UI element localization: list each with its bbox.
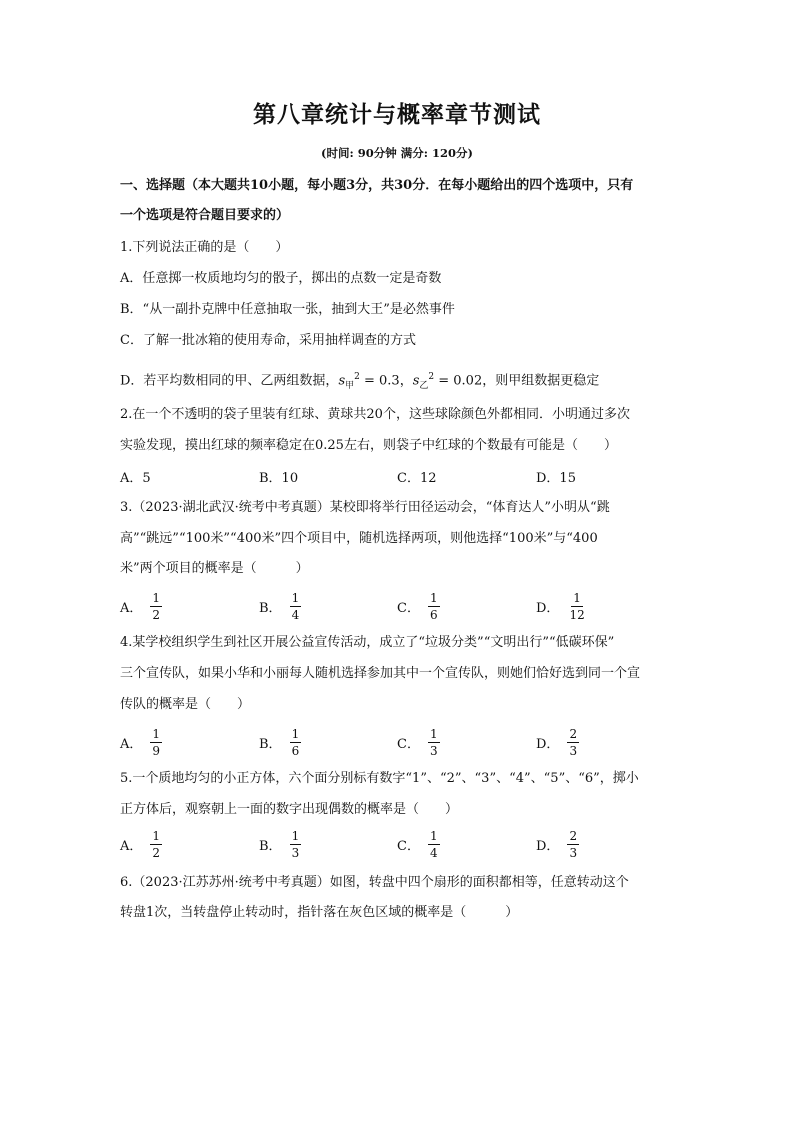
q4-option-d [536,722,579,762]
fraction-denominator: 4 [291,607,300,622]
q3-option-d-label: D． [536,600,560,616]
q3-stem-line-1: 3.（2023·湖北武汉·统考中考真题）某校即将举行田径运动会，“体育达人”小明从“跳 [120,500,610,515]
q6-stem-line-1: 6.（2023·江苏苏州·统考中考真题）如图，转盘中四个扇形的面积都相等，任意转动这个 [120,875,629,890]
q3-option-c [397,586,440,626]
fraction-numerator: 1 [291,828,300,843]
q2-option-a: A．5 [120,470,151,486]
fraction-denominator: 3 [291,845,300,860]
q2-stem-line-2: 实验发现，摸出红球的频率稳定在0.25左右，则袋子中红球的个数最有可能是（ ） [120,438,617,453]
variance-value-a: = 0.3， [359,373,413,389]
q4-stem-line-2: 三个宣传队，如果小华和小丽每人随机选择参加其中一个宣传队，则她们恰好选到同一个宣 [120,666,641,681]
fraction-denominator: 3 [569,743,578,758]
fraction-denominator: 3 [429,743,438,758]
q4-stem-line-1: 4.某学校组织学生到社区开展公益宣传活动，成立了“垃圾分类”“文明出行”“低碳环保” [120,635,615,650]
q5-option-d-label: D． [536,838,560,854]
variance-symbol-a: s [338,373,346,389]
q3-option-d [536,586,587,626]
q3-option-c-fraction [428,591,440,622]
fraction-denominator: 6 [291,743,300,758]
q3-options [120,586,680,626]
q4-options [120,722,680,762]
fraction-numerator: 2 [569,726,578,741]
q3-option-b-fraction [290,591,302,622]
q3-option-c-label: C． [397,600,420,616]
q1-option-d [120,367,599,396]
fraction-denominator: 3 [569,845,578,860]
q4-option-d-fraction [567,727,579,758]
q4-option-a-label: A． [120,736,143,752]
q5-option-a [120,824,162,864]
q2-options [120,466,680,486]
q4-option-c-fraction [428,727,440,758]
variance-power-b: 2 [428,372,435,382]
fraction-denominator: 2 [152,607,161,622]
q5-stem-line-1: 5.一个质地均匀的小正方体，六个面分别标有数字“1”、“2”、“3”、“4”、“5”、“6”，掷小 [120,771,639,786]
q4-option-a-fraction [150,727,162,758]
fraction-numerator: 1 [573,590,581,605]
q4-option-b-label: B． [259,736,282,752]
q5-option-b-fraction [290,829,302,860]
fraction-numerator: 1 [152,726,161,741]
q4-option-a [120,722,162,762]
fraction-denominator: 4 [429,845,438,860]
q1-option-d-text: D．若平均数相同的甲、乙两组数据， [120,373,339,389]
fraction-numerator: 1 [152,828,161,843]
fraction-numerator: 1 [291,590,300,605]
q5-option-b [259,824,301,864]
q5-stem-line-2: 正方体后，观察朝上一面的数字出现偶数的概率是（ ） [120,802,459,817]
q4-option-d-label: D． [536,736,560,752]
fraction-numerator: 1 [429,590,438,605]
section-heading-line-2: 一个选项是符合题目要求的） [120,208,290,223]
fraction-denominator: 12 [569,607,585,622]
q4-stem-line-3: 传队的概率是（ ） [120,697,251,712]
variance-power-a: 2 [354,372,360,382]
q3-option-a [120,586,162,626]
fraction-denominator: 6 [429,607,438,622]
q4-option-c-label: C． [397,736,420,752]
q3-stem-line-2: 高”“跳远”“100米”“400米”四个项目中，随机选择两项，则他选择“100米”与“400 [120,531,598,546]
q2-option-b: B．10 [259,470,299,486]
q5-option-c-fraction [428,829,440,860]
q5-option-a-label: A． [120,838,143,854]
q5-option-c [397,824,440,864]
q4-option-b-fraction [290,727,302,758]
q2-stem-line-1: 2.在一个不透明的袋子里装有红球、黄球共20个，这些球除颜色外都相同．小明通过多次 [120,407,630,422]
fraction-denominator: 9 [152,743,161,758]
q5-option-d [536,824,579,864]
q2-option-d: D．15 [536,470,576,486]
fraction-numerator: 1 [429,828,438,843]
fraction-denominator: 2 [152,845,161,860]
q5-options [120,824,680,864]
q1-option-b: B．“从一副扑克牌中任意抽取一张，抽到大王”是必然事件 [120,302,455,317]
fraction-numerator: 1 [291,726,300,741]
q3-option-b-label: B． [259,600,282,616]
q3-option-a-label: A． [120,600,143,616]
fraction-numerator: 1 [152,590,161,605]
variance-sub-b: 乙 [419,380,429,391]
q3-option-b [259,586,301,626]
q1-option-c: C．了解一批冰箱的使用寿命，采用抽样调查的方式 [120,333,416,348]
q5-option-a-fraction [150,829,162,860]
q4-option-b [259,722,301,762]
section-heading-line-1: 一、选择题（本大题共10小题，每小题3分，共30分．在每小题给出的四个选项中，只有 [120,178,634,193]
q2-option-c: C．12 [397,470,437,486]
q5-option-c-label: C． [397,838,420,854]
q1-stem: 1.下列说法正确的是（ ） [120,240,289,255]
q3-option-d-fraction [567,591,586,622]
exam-meta: (时间: 90分钟 满分: 120分) [321,146,473,160]
q3-stem-line-3: 米”两个项目的概率是（ ） [120,561,309,576]
q1-option-a: A．任意掷一枚质地均匀的骰子，掷出的点数一定是奇数 [120,271,442,286]
variance-sub-a: 甲 [345,380,355,391]
page-title: 第八章统计与概率章节测试 [253,102,541,128]
fraction-numerator: 1 [429,726,438,741]
variance-symbol-b: s [412,373,420,389]
q6-stem-line-2: 转盘1次，当转盘停止转动时，指针落在灰色区域的概率是（ ） [120,905,519,920]
q5-option-b-label: B． [259,838,282,854]
variance-value-b: = 0.02，则甲组数据更稳定 [434,373,600,389]
q3-option-a-fraction [150,591,162,622]
fraction-numerator: 2 [569,828,578,843]
q5-option-d-fraction [567,829,579,860]
q4-option-c [397,722,440,762]
